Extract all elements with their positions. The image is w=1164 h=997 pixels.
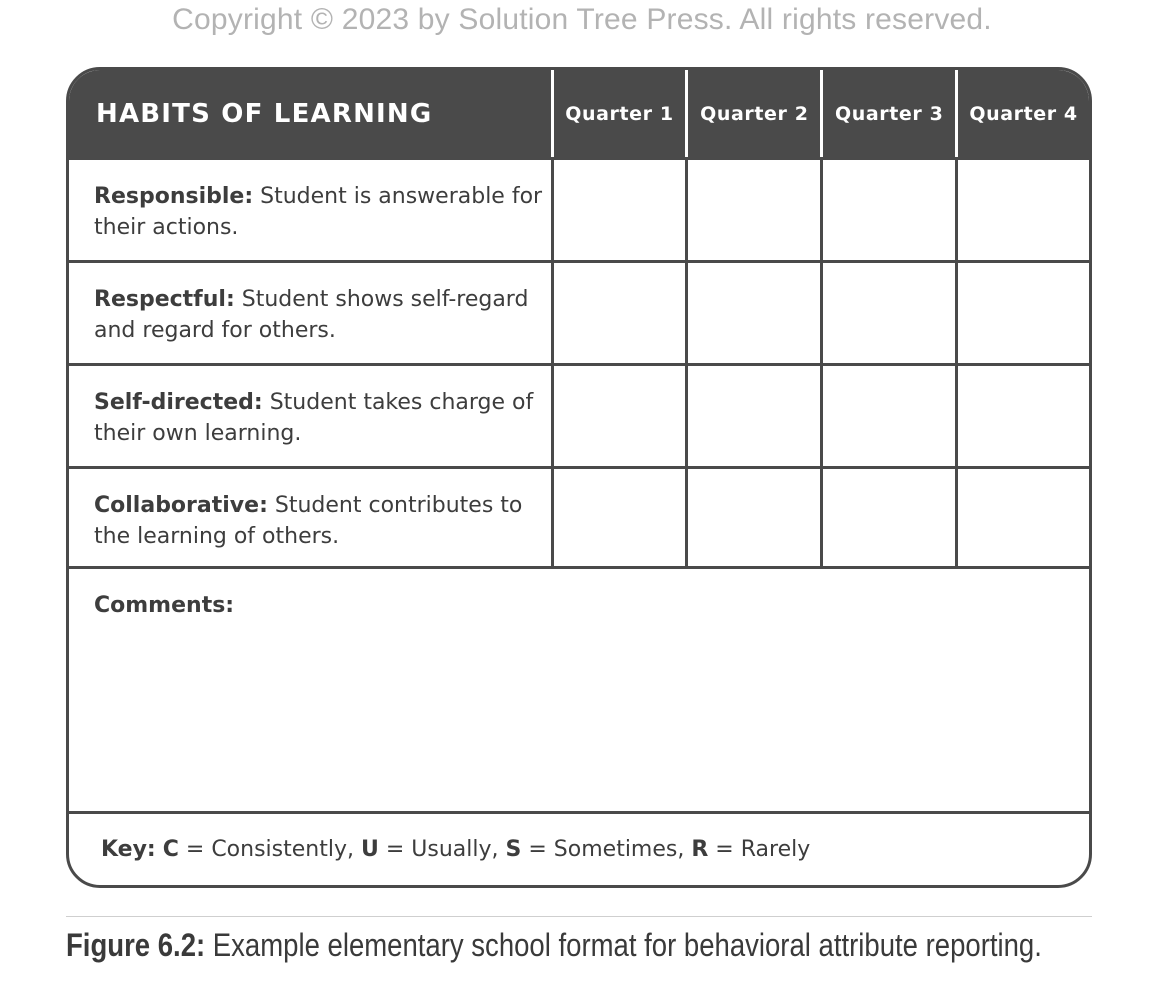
row-description — [69, 469, 551, 569]
row-term: Self-directed: — [94, 390, 263, 415]
caption-divider — [66, 916, 1092, 917]
comments-section[interactable] — [69, 566, 1089, 811]
row-description — [69, 160, 551, 260]
row-definition: Student shows self-regard and regard for others. — [94, 287, 529, 343]
grade-cell-q2[interactable] — [685, 366, 820, 466]
key-meaning: Sometimes — [553, 837, 678, 862]
row-description — [69, 263, 551, 363]
table-header-row — [69, 70, 1089, 158]
grade-cell-q3[interactable] — [820, 469, 955, 569]
row-description — [69, 366, 551, 466]
figure-label: Figure 6.2: — [66, 927, 206, 963]
table-row — [69, 363, 1089, 466]
row-definition: Student takes charge of their own learning. — [94, 390, 534, 446]
grade-cell-q4[interactable] — [955, 160, 1089, 260]
figure-caption — [66, 927, 1042, 964]
grade-cell-q3[interactable] — [820, 263, 955, 363]
column-header-quarter-4: Quarter 4 — [955, 70, 1089, 158]
habits-of-learning-table — [66, 67, 1092, 888]
key-label: Key: — [101, 837, 156, 862]
copyright-notice: Copyright © 2023 by Solution Tree Press. All rights reserved. — [172, 3, 992, 36]
key-code: R — [691, 837, 709, 862]
key-code: S — [505, 837, 522, 862]
grade-cell-q3[interactable] — [820, 160, 955, 260]
row-definition: Student is answerable for their actions. — [94, 184, 543, 240]
grade-cell-q1[interactable] — [551, 366, 686, 466]
key-code: U — [360, 837, 379, 862]
grade-cell-q4[interactable] — [955, 366, 1089, 466]
table-row — [69, 260, 1089, 363]
comments-label: Comments: — [94, 593, 235, 618]
row-term: Respectful: — [94, 287, 235, 312]
key-code: C — [162, 837, 179, 862]
row-definition: Student contributes to the learning of others. — [94, 493, 523, 549]
table-row — [69, 466, 1089, 569]
key-meaning: Rarely — [740, 837, 811, 862]
grade-cell-q2[interactable] — [685, 469, 820, 569]
grade-cell-q1[interactable] — [551, 160, 686, 260]
grade-cell-q2[interactable] — [685, 160, 820, 260]
grading-key: Key: C = Consistently, U = Usually, S = Sometimes, R = Rarely — [69, 811, 1089, 888]
grade-cell-q4[interactable] — [955, 263, 1089, 363]
table-header-title: HABITS OF LEARNING — [96, 99, 433, 129]
grade-cell-q4[interactable] — [955, 469, 1089, 569]
grade-cell-q1[interactable] — [551, 469, 686, 569]
key-meaning: Usually — [411, 837, 492, 862]
key-meaning: Consistently — [211, 837, 347, 862]
row-term: Responsible: — [94, 184, 254, 209]
column-header-quarter-2: Quarter 2 — [685, 70, 820, 158]
grade-cell-q3[interactable] — [820, 366, 955, 466]
grade-cell-q1[interactable] — [551, 263, 686, 363]
row-term: Collaborative: — [94, 493, 268, 518]
column-header-quarter-1: Quarter 1 — [551, 70, 686, 158]
grade-cell-q2[interactable] — [685, 263, 820, 363]
figure-text: Example elementary school format for behavioral attribute reporting. — [212, 927, 1042, 963]
column-header-quarter-3: Quarter 3 — [820, 70, 955, 158]
table-row — [69, 157, 1089, 260]
